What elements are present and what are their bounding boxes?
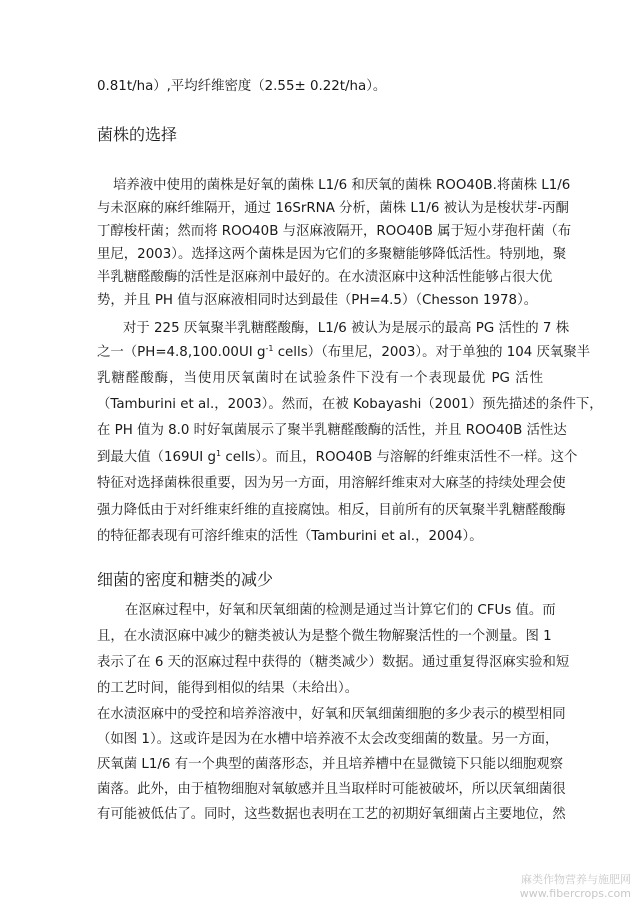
paragraph-line: （如图 1）。这或许是因为在水槽中培养液不太会改变细菌的数量。另一方面， [97, 732, 559, 747]
text-run: cells）。而且，ROO40B 与溶解的纤维束活性不一样。这个 [221, 450, 578, 465]
paragraph-line: 有可能被低估了。同时，这些数据也表明在工艺的初期好氧细菌占主要地位，然 [97, 807, 566, 822]
paragraph-line: 势，并且 PH 值与沤麻液相同时达到最佳（PH=4.5）（Chesson 1978）。 [97, 293, 538, 308]
paragraph-line: 与未沤麻的麻纤维隔开，通过 16SrRNA 分析，菌株 L1/6 被认为是梭状芽-丙酮 [97, 201, 569, 216]
watermark-site-url: www.fibercrops.com [519, 887, 631, 900]
paragraph-line: 在沤麻过程中，好氧和厌氧细菌的检测是通过当计算它们的 CFUs 值。而 [125, 603, 556, 618]
superscript: 1 [216, 449, 222, 458]
paragraph-line: 半乳糖醛酸酶的活性是沤麻剂中最好的。在水渍沤麻中这种活性能够占很大优 [97, 270, 553, 285]
top-line: 0.81t/ha）,平均纤维密度（2.55± 0.22t/ha）。 [97, 79, 387, 94]
paragraph-line: 且，在水渍沤麻中减少的糖类被认为是整个微生物解聚活性的一个测量。图 1 [97, 629, 552, 644]
paragraph-line: 表示了在 6 天的沤麻过程中获得的（糖类减少）数据。通过重复得沤麻实验和短 [97, 655, 570, 670]
paragraph-line: （Tamburini et al.，2003）。然而，在被 Kobayashi（2001）预先描述的条件下， [97, 397, 603, 412]
paragraph-line: 乳糖醛酸酶，当使用厌氧菌时在试验条件下没有一个表现最优 PG 活性 [97, 371, 543, 386]
text-run: 之一（PH=4.8,100.00UI g [97, 345, 266, 360]
paragraph-line: 的特征都表现有可溶纤维束的活性（Tamburini et al.，2004）。 [97, 529, 483, 544]
paragraph-line: 特征对选择菌株很重要，因为另一方面，用溶解纤维束对大麻茎的持续处理会使 [97, 476, 566, 491]
paragraph-line: 的工艺时间，能得到相似的结果（未给出）。 [97, 681, 359, 696]
paragraph-line [97, 344, 591, 362]
section-heading-strain-selection: 菌株的选择 [97, 125, 178, 144]
text-run: 到最大值（169UI g [97, 450, 217, 465]
paragraph-line: 在水渍沤麻中的受控和培养溶液中，好氧和厌氧细菌细胞的多少表示的模型相同 [97, 707, 566, 722]
section-heading-bacteria-density: 细菌的密度和糖类的减少 [97, 570, 274, 589]
paragraph-line: 在 PH 值为 8.0 时好氧菌展示了聚半乳糖醛酸酶的活性，并且 ROO40B 活性达 [97, 423, 567, 438]
paragraph-line: 丁醇梭杆菌；然而将 ROO40B 与沤麻液隔开，ROO40B 属于短小芽孢杆菌（布 [97, 224, 572, 239]
text-run: cells）（布里尼，2003）。对于单独的 104 厌氧聚半 [273, 345, 591, 360]
superscript: -1 [265, 344, 274, 353]
paragraph-line: 菌落。此外，由于植物细胞对氧敏感并且当取样时可能被破坏，所以厌氧细菌很 [97, 782, 566, 797]
paragraph-line: 培养液中使用的菌株是好氧的菌株 L1/6 和厌氧的菌株 ROO40B.将菌株 L1/6 [113, 178, 571, 193]
paragraph-line: 里尼，2003）。选择这两个菌株是因为它们的多聚糖能够降低活性。特别地，聚 [97, 247, 567, 262]
paragraph-line: 强力降低由于对纤维束纤维的直接腐蚀。相反，目前所有的厌氧聚半乳糖醛酸酶 [97, 503, 566, 518]
watermark-site-name: 麻类作物营养与施肥网 [521, 873, 631, 886]
paragraph-line: 厌氧菌 L1/6 有一个典型的菌落形态，并且培养槽中在显微镜下只能以细胞观察 [97, 757, 564, 772]
paragraph-line: 对于 225 厌氧聚半乳糖醛酸酶，L1/6 被认为是展示的最高 PG 活性的 7 株 [123, 321, 570, 336]
paragraph-line [97, 449, 578, 467]
